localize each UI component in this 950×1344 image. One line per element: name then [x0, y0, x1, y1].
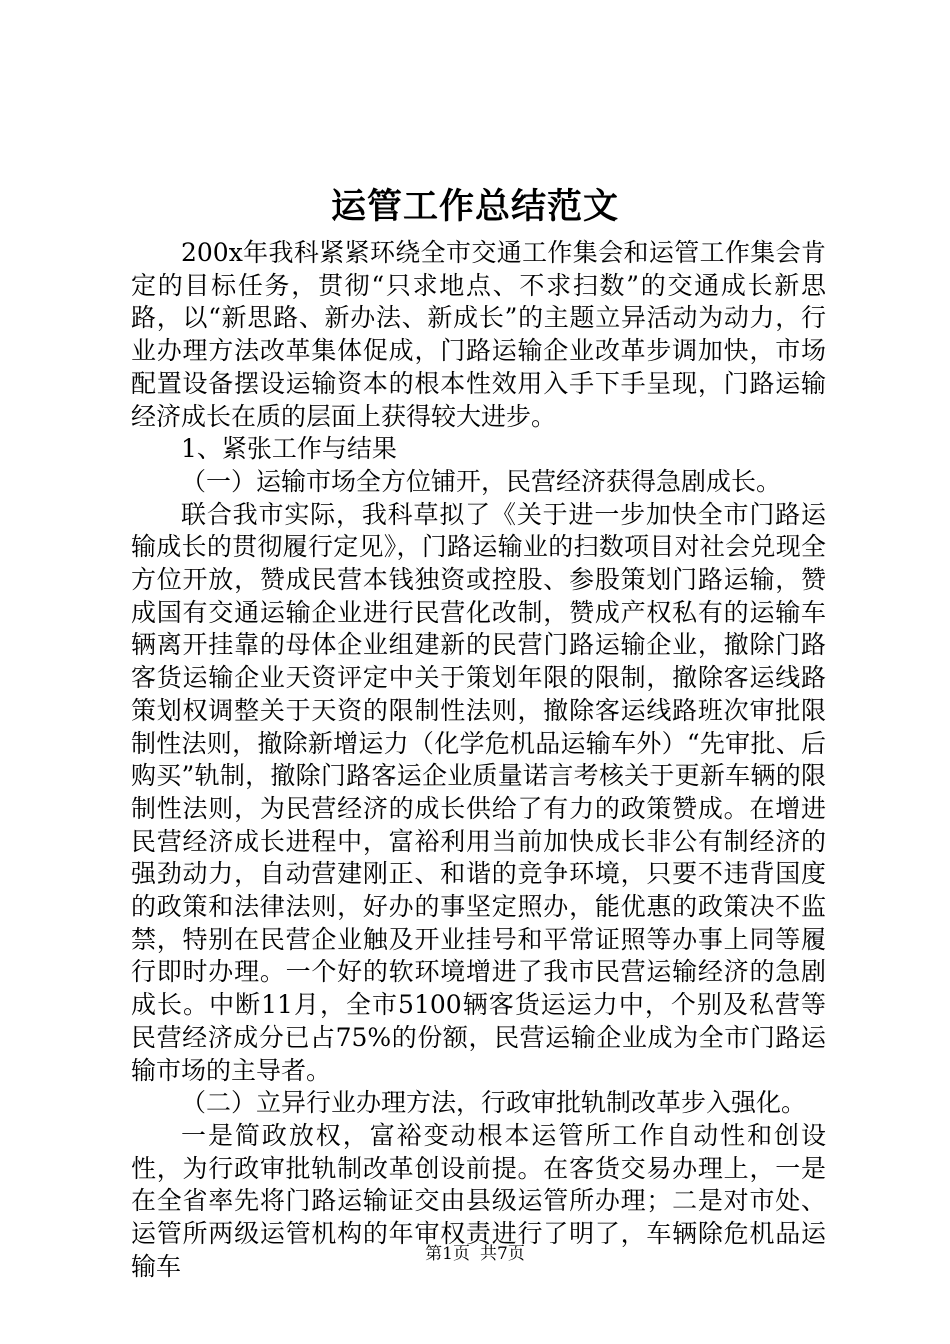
subsection-heading-1: （一）运输市场全方位铺开，民营经济获得急剧成长。: [181, 466, 782, 496]
document-body: [131, 237, 826, 1284]
document-title: 运管工作总结范文: [330, 186, 619, 227]
section-heading: 1、紧张工作与结果: [181, 434, 397, 464]
page-footer: [0, 1242, 950, 1266]
subsection-heading-2: （二）立异行业办理方法，行政审批轨制改革步入强化。: [181, 1088, 807, 1118]
page-total: 共7页: [480, 1244, 525, 1264]
paragraph-market: 联合我市实际，我科草拟了《关于进一步加快全市门路运输成长的贯彻履行定见》，门路运输业的扫数项目对社会兑现全方位开放，赞成民营本钱独资或控股、参股策划门路运输，赞成国有交通运输企业进行民营化改制，赞成产权私有的运输车辆离开挂靠的母体企业组建新的民营门路运输企业，撤除门路客货运输企业天资评定中关于策划年限的限制，撤除客运线路策划权调整关于天资的限制性法则，撤除客运线路班次审批限制性法则，撤除新增运力（化学危机品运输车外）“先审批、后购买”轨制，撤除门路客运企业质量诺言考核关于更新车辆的限制性法则，为民营经济的成长供给了有力的政策赞成。在增进民营经济成长进程中，富裕利用当前加快成长非公有制经济的强劲动力，自动营建刚正、和谐的竞争环境，只要不违背国度的政策和法律法则，好办的事坚定照办，能优惠的政策决不监禁，特别在民营企业触及开业挂号和平常证照等办事上同等履行即时办理。一个好的软环境增进了我市民营运输经济的急剧成长。中断11月，全市5100辆客货运运力中，个别及私营等民营经济成分已占75%的份额，民营运输企业成为全市门路运输市场的主导者。: [131, 499, 826, 1085]
paragraph-reform: 一是简政放权，富裕变动根本运管所工作自动性和创设性，为行政审批轨制改革创设前提。在客货交易办理上，一是在全省率先将门路运输证交由县级运管所办理；二是对市处、运管所两级运管机构的年审权责进行了明了，车辆除危机品运输车: [131, 1120, 826, 1281]
page-number: 第1页: [425, 1244, 470, 1264]
paragraph-intro: 200x年我科紧紧环绕全市交通工作集会和运管工作集会肯定的目标任务，贯彻“只求地点、不求扫数”的交通成长新思路，以“新思路、新办法、新成长”的主题立异活动为动力，行业办理方法改革集体促成，门路运输企业改革步调加快，市场配置设备摆设运输资本的根本性效用入手下手呈现，门路运输经济成长在质的层面上获得较大进步。: [131, 238, 826, 431]
